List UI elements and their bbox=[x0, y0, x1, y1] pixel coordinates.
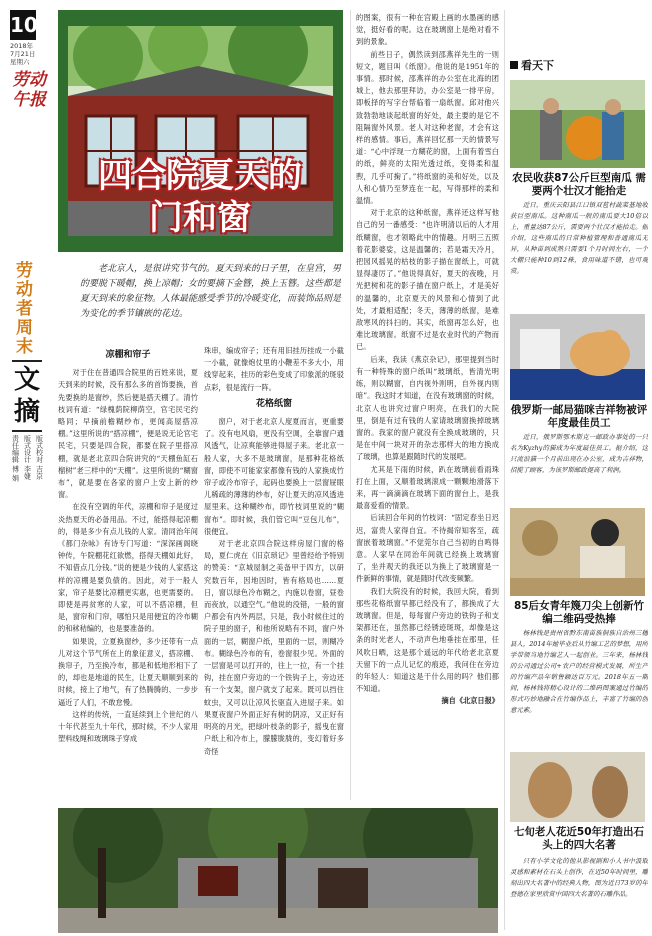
section-name: 文摘 bbox=[13, 365, 40, 427]
hutong-photo bbox=[58, 808, 498, 933]
paragraph: 后读回合年间的竹枝词：“固定春坐日迟迟，富贵人家得自宜。不待揭帘知客至，疏窗嵌着玻璃窗。”不觉莞尔自己当初的自鸣得意。人家早在同治年间就已经换上玻璃窗了，坐并观天的我还以为换上了玻璃窗是一件新鲜的事情，就是随时代改变频繁。 bbox=[356, 513, 499, 584]
date-weekday: 星期六 bbox=[10, 58, 30, 66]
bamboo-weaving-photo bbox=[510, 508, 645, 596]
hero-title-line: 四合院夏天的 bbox=[98, 156, 302, 196]
page-number: 10 bbox=[10, 10, 36, 40]
news-title: 85后女青年篾刀尖上创新竹编二维码受热捧 bbox=[513, 600, 645, 625]
editor-credit: 版式设计 李婕 bbox=[23, 435, 32, 480]
column-divider bbox=[504, 10, 505, 930]
hero-title bbox=[70, 155, 330, 239]
paragraph: 对于北京的这种纸窗，燕祥还这样写他自己的另一番感受：“也许明清以后的人才用纸糊窗，也才领略此中的情趣。月明三五照着花影婆娑，这是温馨的；若是霜天冷月，把园风摇晃的枯枝的影子描在窗纸上，可就显得凄厉了。”他说得真好，夏天的夜晚，月光把树和花的影子描在窗户纸上，才是美好的温馨的，北京夏天的风景和心情到了此处，才最相适配；冬天，薄薄的纸窗，是难敌寒风的抖扫的。其实，纸窗再怎么好，也难比玻璃窗。纸窗不过是农业时代的产物而已。 bbox=[356, 208, 499, 352]
paragraph: 这样的传统，一直延续到上个世纪的八十年代甚至九十年代，那时候，不少人家用塑料线绳和玻璃珠子穿成 bbox=[58, 709, 198, 744]
article-intro: 老北京人，是很讲究节气的。夏天到来的日子里，在皇宫，男的要脱下暖帽，换上凉帽；女的要摘下金簪，换上玉簪。这些都是夏天到来的象征物。人体最能感受季节的冷暖变化，而装饰品则是为变化的季节镶嵌的花边。 bbox=[80, 264, 342, 319]
column-divider bbox=[350, 10, 351, 800]
news-title: 农民收获87公斤巨型南瓜 需要两个壮汉才能抬走 bbox=[512, 172, 646, 197]
section-name-box bbox=[12, 360, 42, 432]
date-day: 7月21日 bbox=[10, 50, 36, 58]
news-title: 七旬老人花近50年打造出石头上的四大名著 bbox=[513, 826, 645, 851]
sidebar-header-label: 看天下 bbox=[521, 59, 554, 72]
newspaper-logo: 劳动午报 bbox=[12, 70, 46, 110]
news-title: 俄罗斯一邮局猫咪吉祥物被评年度最佳员工 bbox=[510, 404, 648, 429]
article-column-1 bbox=[58, 345, 198, 800]
paragraph: 珠串，编成帘子；还有用旧挂历挂成一小截一小截，就像炮仗里的小鞭差不多大小，用线穿起来，挂历的彩色变成了印象派的斑驳点彩，很是流行一阵。 bbox=[204, 346, 344, 392]
news-body: 只有小学文化的他从影视剧和小人书中汲取灵感和素材在石头上创作，在近50年时间里，雕刻出四大名著中的经典人物，图为近日73岁的年登德在家里欣赏中国四大名著的石雕作品。 bbox=[510, 857, 648, 898]
date-year: 2018年 bbox=[10, 42, 34, 50]
section-heading: 花格纸窗 bbox=[255, 398, 292, 409]
paragraph: 如果说，立夏换窗纱，多少还带有一点儿对这个节气所在上的象征意义，搭凉棚、换帘子，乃至换冷布，都是和低地形相下了的，却也是地道的民生，让夏天顺顺到来的时候，接上了地气，有了热腾腾的、一步步逼近了人们，不敢怠慢。 bbox=[58, 636, 198, 707]
news-body: 近日，俄罗斯鄂木斯克一邮政办事处的一只名为Kyzhy的猫成为年度最佳员工。据介绍，这只流浪猫一个月前出现在办公室，成为吉祥物，招揽了顾客，为该罗斯邮政提高了利润。 bbox=[510, 433, 648, 474]
issue-date bbox=[10, 42, 42, 66]
paragraph: 前些日子，偶然读到邵燕祥先生的一则短文，题目叫《纸窗》。他说的是1951年的事情。那时候，邵燕祥的办公室在北海的团城上，他去那里拜访，办公室是一排平房，即板择的写字台帮临着一扇纸窗。邱对他兴致勃勃地谈起纸窗的好处，最主要的是它不阻隔窗外风景。老人对这种老窗，才会有这样的感情。事后，燕祥回忆那一天的情景写道：“心中浮现一方糊花的窗，上面有着雪白的纸，鲜亮的太阳光透过纸，变得柔和温煦，几乎可掬了。”将纸窗的美和好处，以及人和心情乃至梦连在一起，写得那样的柔和温情。 bbox=[356, 49, 499, 206]
paragraph: 在没有空调的年代，凉棚和帘子是度过炎热夏天的必备用品。不过，能搭得起凉棚的，得是多少有点儿钱的人家。清同治年间《都门杂咏》有诗专门写道：“深深画阁晓钟传，午院棚花红欲燃，搭得天棚如此好，不知借点几分钱。”说的便是少钱的人家搭这样的凉棚是要负债的。因此，对于一般人家，帘子是要比凉棚更实惠，也更需要的。即使是再贫寒的人家，可以不搭凉棚，但是，窗帘和门帘，哪怕只是用便宜的冷布糊的和秫秸编的，也是要准备的。 bbox=[58, 502, 198, 634]
paragraph: 对于住在普通四合院里的百姓来说，夏天到来的时候，没有那么多的首饰要换，首先要换的是窗纱，然后便是搭天棚了。清竹枝词有道：“绿槐荫院柳荫空，官宅民宅约略同；早摘前檐糊纱布，更闻高屋搭凉棚。”这里所说的“搭凉棚”，便是说无论官宅民宅，只要是四合院，都要在院子里搭凉棚，就是老北京四合院讲究的“天棚鱼缸石榴树”老三样中的“天棚”。这里所说的“糊窗布”，就是要在各家的窗户上安上新的纱窗。 bbox=[58, 368, 198, 500]
editor-credit: 责任编辑 傅 娟 bbox=[11, 435, 20, 482]
paragraph: 后来，我读《燕京杂记》，那里提到当时有一种特殊的窗户纸叫“玻璃纸，皆清光明练，则以糊窗，自内视外则明，自外视内则暗”。我这时才知道，在没有玻璃窗的时候，北京人也讲究过窗户明亮，在我们的大院里，倒是有过有钱的人家请玻璃窗换掉玻璃窗的。我家的窗户就没有全换成玻璃的，只是在中间一块对开的杂志那样大的地方换成了玻璃，也算是跟随时代的发展吧。 bbox=[356, 354, 499, 462]
section-heading: 凉棚和帘子 bbox=[105, 350, 151, 360]
paragraph: 的图案，很有一种在宫殿上画的水墨画的感觉，挺好看的呢。这在玻璃窗上是绝对看不到的景象。 bbox=[356, 13, 499, 47]
article-column-3 bbox=[356, 12, 499, 800]
editor-credits bbox=[12, 435, 42, 481]
article-column-2 bbox=[204, 345, 344, 800]
sidebar-header bbox=[510, 57, 645, 73]
section-title: 劳动者周末 bbox=[16, 261, 33, 357]
paragraph: 尤其是下雨的时候，趴在玻璃前看雨珠打在上面，又顺着玻璃滚成一颗颗地滑落下来，再一滴滴滴在玻璃下面的窗台上，是我最喜爱看的情景。 bbox=[356, 464, 499, 511]
paragraph: 对于老北京四合院这样房屋门窗的格局，夏仁虎在《旧京琐记》里曾经给予特别的赞美：“京城屋制之美备甲于四方，以研究数百年，因地因时，皆有格局也……夏日，窗以绿色冷布糊之，内施以卷窗，昼卷而夜放，以通空气。”他说的没错，一般的窗户都会有内外两层，只是，我小时候住过的院子里的窗子，和他所说略有不同，窗户外面的一层，糊窗户纸，里面的一层，则糊冷布。糊绿色冷布的有，卷窗很少见。外面的一层窗是可以打开的，往上一拉，有一个挂钩，挂在窗户旁边的一个铁钩子上，旁边还有一个支架，窗户就支了起来。既可以挡住蚊虫，又可以让凉风长驱直入进屋子来。如果夏夜窗户外面正好有树的阴凉，又正好有明亮的月光，把绿叶枝条的影子，摇曳在窗户纸上和冷布上，朦朦胧胧的，变幻着好多奇怪 bbox=[204, 539, 344, 756]
article-source: 摘自《北京日报》 bbox=[441, 696, 499, 706]
paragraph: 窗户，对于老北京人度夏而言，更重要了。没有电风扇，更没有空调，全靠窗户通风透气，让凉爽能够进得屋子来。老北京一般人家，大多不是玻璃窗，是那种花格纸窗，即使不可能家家都像有钱的人家换成竹帘子或冷布帘子，起码也要换上一层窗屉眼儿稀疏的薄薄的纱布，好让夏天的凉风透进屋里来。这种糊纱布，即竹枝词里说的“糊窗布”。即时候，我们管它叫“豆包儿布”，很便宜。 bbox=[204, 417, 344, 536]
news-body: 杨林钱是贵州省黔东南苗族侗族自治州三穗县人，2014年她毕业后从竹编工艺的梦想，用所学带领当地竹编艺人一起创业。三年来，杨林钱的公司通过公司+农户的经营模式发展，所生产的竹编产品年销售额达百万元。2018年五一期间，杨林钱将精心设计的二维码图案通过竹编的形式巧妙地融合在竹编作品上，丰富了竹编的创意元素。 bbox=[510, 629, 648, 714]
square-bullet-icon bbox=[510, 61, 518, 69]
hero-title-line: 门和窗 bbox=[149, 198, 251, 238]
editor-credit: 版式校对 吉京 bbox=[35, 435, 44, 480]
news-body: 近日，重庆云阳县江口镇双苞村蔬菜基地收获巨型南瓜。这种南瓜一般的南瓜要大10倍以上，重量达87公斤，需要两个壮汉才能抬走。据介绍，这些南瓜的日常种植管理和普通南瓜无异，从种苗到成熟只需要1个月时间左右，一个大棚只能种10到12株，食用味道不错，也可观赏。 bbox=[510, 201, 648, 275]
stone-carving-photo bbox=[510, 752, 645, 822]
cat-photo bbox=[510, 314, 645, 400]
paragraph: 我们大院没有的时候，我回大院，看到那些花格纸窗早都已经没有了，都换成了大玻璃窗。但是，每每窗户旁边的铁钩子和支架都还在，虽然都已经锈迹斑斑，却像是这条的时光老人，不动声色地垂挂在那里，任风吹日晒，这是那个遥远的年代给老北京夏天留下的一点儿记忆的痕迹，我问住在旁边的年轻人：知道这是干什么用的吗？他们都不知道。 bbox=[356, 586, 499, 694]
pumpkin-photo bbox=[510, 80, 645, 168]
